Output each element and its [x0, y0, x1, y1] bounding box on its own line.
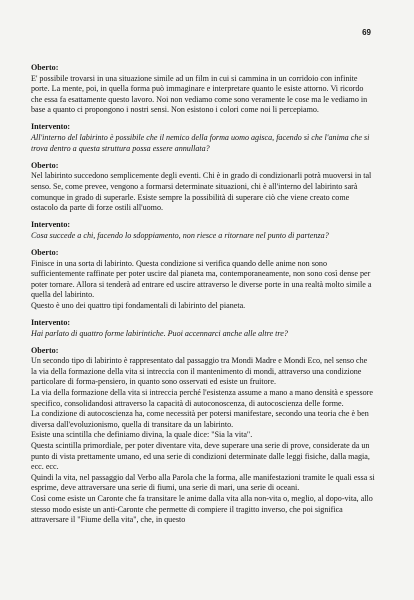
- page-number: 69: [362, 28, 371, 37]
- answer-paragraph: E' possibile trovarsi in una situazione simile ad un film in cui si cammina in un corridoio con infinite porte. La mente, poi, in quella forma può immaginare e interpretare quanto le esiste attorno. Vi ricordo che essa fa esattamente questo lavoro. Noi non vediamo come sono veramente le cose ma le vediamo in base a quanto ci propongono i nostri sensi. Non esistono i colori come noi li percepiamo.: [31, 73, 368, 115]
- question-text: Hai parlato di quattro forme labirintiche. Puoi accennarci anche alle altre tre?: [31, 328, 288, 338]
- answer-paragraph: Esiste una scintilla che definiamo divina, la quale dice: "Sia la vita".: [31, 430, 253, 440]
- answer-paragraph: La condizione di autocoscienza ha, come necessità per potersi manifestare, secondo una teoria che è ben diversa dall'evoluzionismo, quella di transitare da un labirinto.: [31, 409, 369, 429]
- question-text: All'interno del labirinto è possibile che il nemico della forma uomo agisca, facendo sì che l'anima che si trova dentro a questa struttura possa essere annullata?: [31, 133, 370, 153]
- speaker-heading: Oberto:: [31, 247, 59, 257]
- answer-paragraph: Questa scintilla primordiale, per poter diventare vita, deve superare una serie di prove, considerate da un punto di vista prettamente umano, ed una serie di condizioni determinate dalle leggi fisiche, dalla magia, ecc. ecc.: [31, 441, 370, 472]
- dialogue-section: [31, 318, 375, 339]
- speaker-heading: Oberto:: [31, 63, 59, 72]
- dialogue-section: [31, 161, 375, 214]
- dialogue-section: [31, 346, 375, 526]
- answer-paragraph: Un secondo tipo di labirinto è rappresentato dal passaggio tra Mondi Madre e Mondi Eco, nel senso che la via della formazione della vita si intreccia con il mantenimento di mondi, attraverso una condizione particolare di forma-pensiero, in quanto sono osservati ed esiste un fruitore.: [31, 356, 368, 387]
- speaker-heading: Intervento:: [31, 220, 71, 230]
- speaker-heading: Oberto:: [31, 345, 59, 355]
- question-text: Cosa succede a chi, facendo lo sdoppiamento, non riesce a ritornare nel punto di partenza?: [31, 230, 329, 240]
- answer-paragraph: Questo è uno dei quattro tipi fondamentali di labirinto del pianeta.: [31, 300, 246, 310]
- document-body: [31, 63, 375, 532]
- dialogue-section: [31, 122, 375, 154]
- answer-paragraph: La via della formazione della vita si intreccia perché l'esistenza assume a mano a mano densità e spessore specifico, consolidandosi attraverso la capacità di autoconoscenza, di autocoscienza delle forme.: [31, 388, 373, 408]
- dialogue-section: [31, 220, 375, 241]
- answer-paragraph: Così come esiste un Caronte che fa transitare le anime dalla vita alla non-vita o, meglio, al dopo-vita, allo stesso modo esiste un anti-Caronte che permette di compiere il tragitto inverso, che poi significa attraversare il "Fiume della vita", che, in questo: [31, 493, 373, 525]
- answer-paragraph: Nel labirinto succedono semplicemente degli eventi. Chi è in grado di condizionarli potrà muoversi in tal senso. Se, come prevee, vengono a formarsi determinate situazioni, chi è all'interno del labirinto sarà comunque in grado di superarle. Esiste sempre la possibilità di superare ciò che viene creato come ostacolo da parte di forze ostili all'uomo.: [31, 171, 372, 213]
- speaker-heading: Intervento:: [31, 122, 71, 132]
- answer-paragraph: Finisce in una sorta di labirinto. Questa condizione si verifica quando delle anime non sono sufficientemente raffinate per poter uscire dal pianeta ma, contemporaneamente, non sono così dense per poter tornare. Allora si tenderà ad entrare ed uscire attraverso le diverse porte in una realtà molto simile a quella del labirinto.: [31, 258, 372, 300]
- dialogue-section: [31, 248, 375, 312]
- speaker-heading: Oberto:: [31, 160, 59, 170]
- speaker-heading: Intervento:: [31, 317, 71, 327]
- dialogue-section: [31, 63, 375, 116]
- answer-paragraph: Quindi la vita, nel passaggio dal Verbo alla Parola che la forma, alle manifestazioni tramite le quali essa si esprime, deve attraversare una serie di fiumi, una serie di mari, una serie di oceani.: [31, 472, 375, 493]
